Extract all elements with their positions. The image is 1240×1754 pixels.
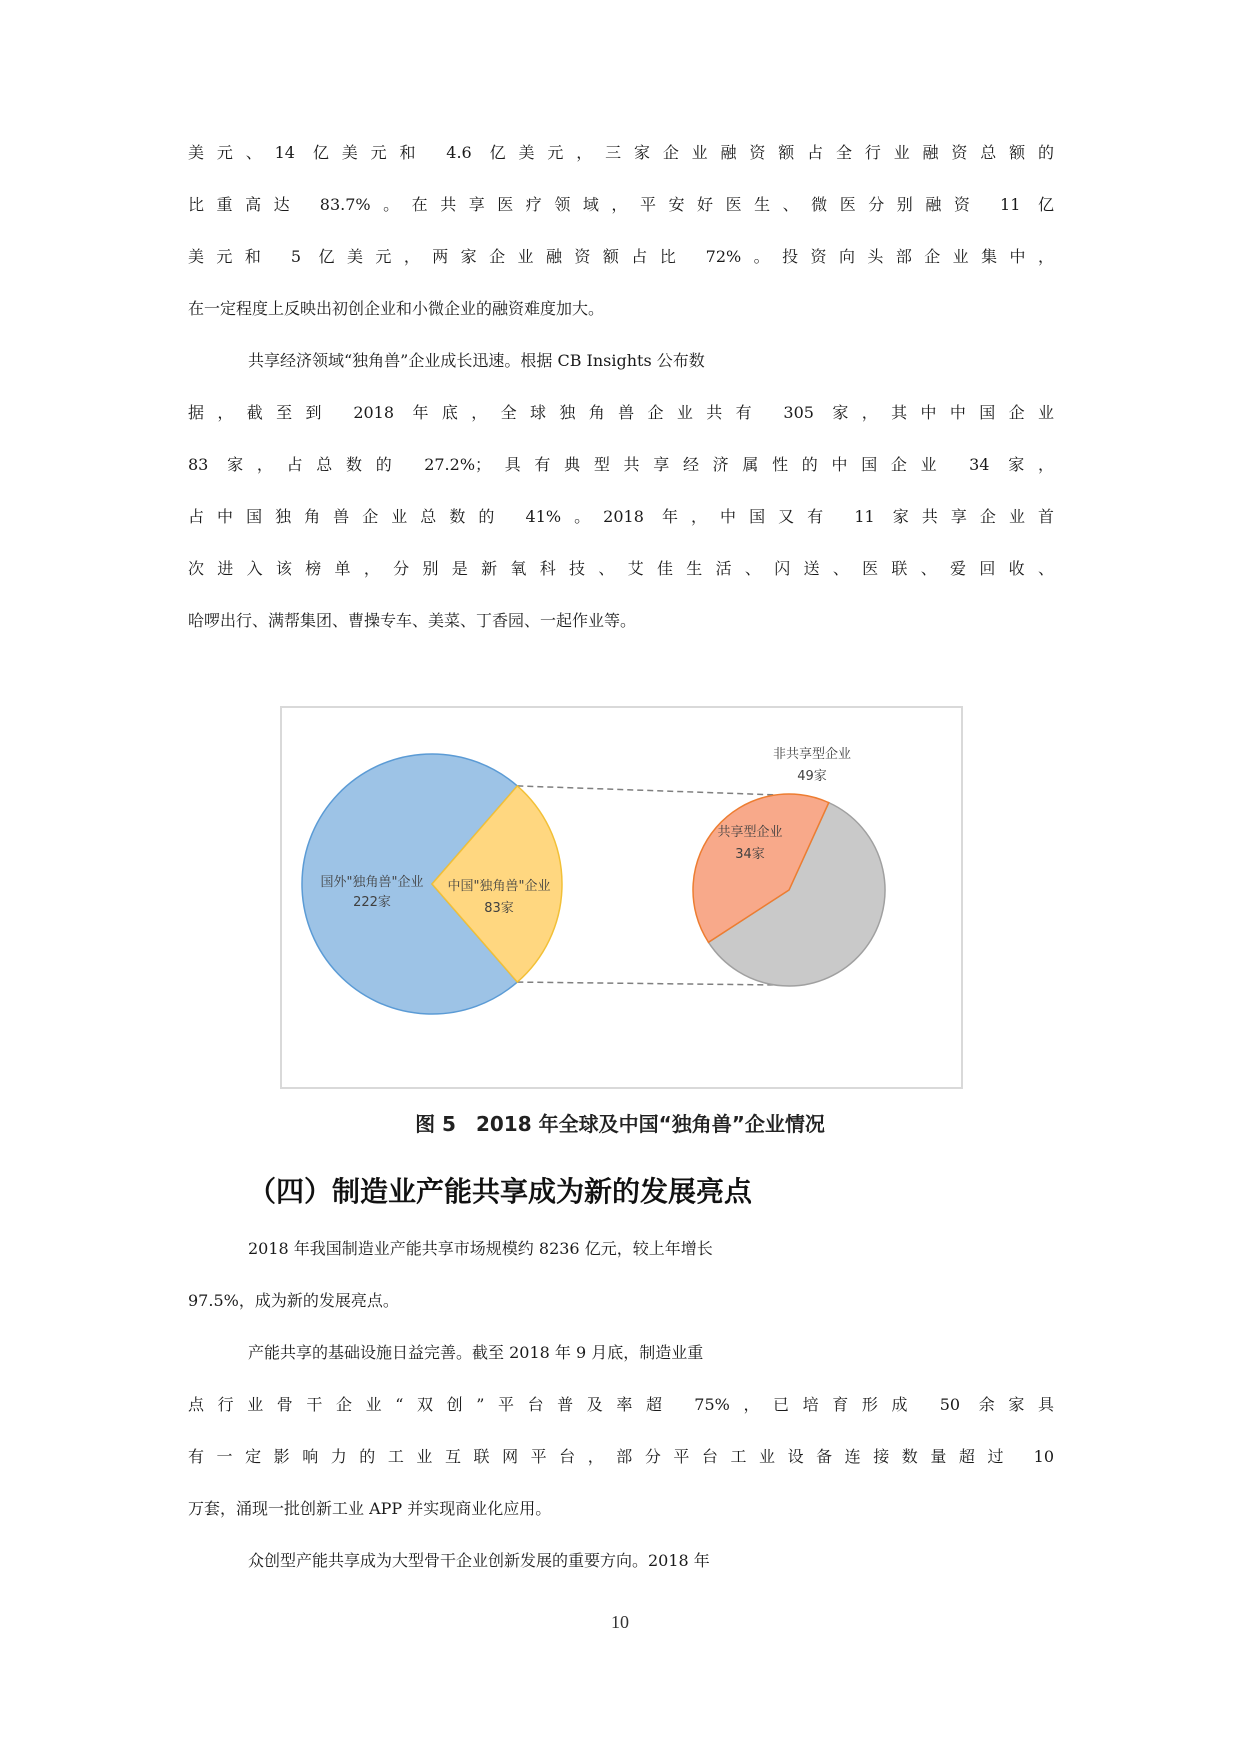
paragraph-3-line-1: 2018 年我国制造业产能共享市场规模约 8236 亿元，较上年增长	[248, 1239, 713, 1258]
label-china: 中国"独角兽"企业	[447, 879, 551, 894]
paragraph-4-line-3: 有一定影响力的工业互联网平台，部分平台工业设备连接数量超过 10	[188, 1447, 1054, 1466]
paragraph-2-line-6: 哈啰出行、满帮集团、曹操专车、美菜、丁香园、一起作业等。	[188, 611, 637, 630]
paragraph-2-line-3: 83 家，占总数的 27.2%；具有典型共享经济属性的中国企业 34 家，	[188, 455, 1054, 474]
connector-line-bottom	[517, 982, 779, 985]
paragraph-2-line-4: 占中国独角兽企业总数的 41%。2018 年，中国又有 11 家共享企业首	[188, 507, 1054, 526]
figure-caption: 图 5 2018 年全球及中国“独角兽”企业情况	[415, 1112, 825, 1136]
paragraph-3-line-2: 97.5%，成为新的发展亮点。	[188, 1291, 399, 1310]
section-heading: （四）制造业产能共享成为新的发展亮点	[248, 1175, 753, 1208]
connector-line-top	[517, 786, 779, 795]
paragraph-4-line-2: 点行业骨干企业“双创”平台普及率超 75%，已培育形成 50 余家具	[188, 1395, 1054, 1414]
paragraph-1-line-4: 在一定程度上反映出初创企业和小微企业的融资难度加大。	[188, 299, 605, 318]
paragraph-4-line-4: 万套，涌现一批创新工业 APP 并实现商业化应用。	[188, 1499, 552, 1518]
figure-frame	[280, 706, 963, 1089]
paragraph-2-line-5: 次进入该榜单，分别是新氧科技、艾佳生活、闪送、医联、爱回收、	[188, 559, 1054, 578]
label-sharing: 共享型企业	[717, 825, 783, 840]
label-sharing-value: 34家	[735, 847, 765, 862]
paragraph-1-line-1: 美元、14 亿美元和 4.6 亿美元，三家企业融资额占全行业融资总额的	[188, 143, 1054, 162]
label-non-sharing-value: 49家	[797, 769, 827, 784]
paragraph-1-line-3: 美元和 5 亿美元，两家企业融资额占比 72%。投资向头部企业集中，	[188, 247, 1054, 266]
label-foreign-value: 222家	[353, 895, 391, 910]
pie-of-pie-chart	[282, 708, 961, 1087]
label-non-sharing: 非共享型企业	[772, 747, 852, 762]
label-foreign: 国外"独角兽"企业	[320, 875, 424, 890]
paragraph-5-line-1: 众创型产能共享成为大型骨干企业创新发展的重要方向。2018 年	[248, 1551, 710, 1570]
paragraph-2-line-1: 共享经济领域“独角兽”企业成长迅速。根据 CB Insights 公布数	[248, 351, 705, 370]
paragraph-1-line-2: 比重高达 83.7%。在共享医疗领域，平安好医生、微医分别融资 11 亿	[188, 195, 1054, 214]
label-china-value: 83家	[484, 901, 514, 916]
paragraph-4-line-1: 产能共享的基础设施日益完善。截至 2018 年 9 月底，制造业重	[248, 1343, 704, 1362]
page-number: 10	[611, 1612, 629, 1632]
paragraph-2-line-2: 据，截至到 2018 年底，全球独角兽企业共有 305 家，其中中国企业	[188, 403, 1054, 422]
